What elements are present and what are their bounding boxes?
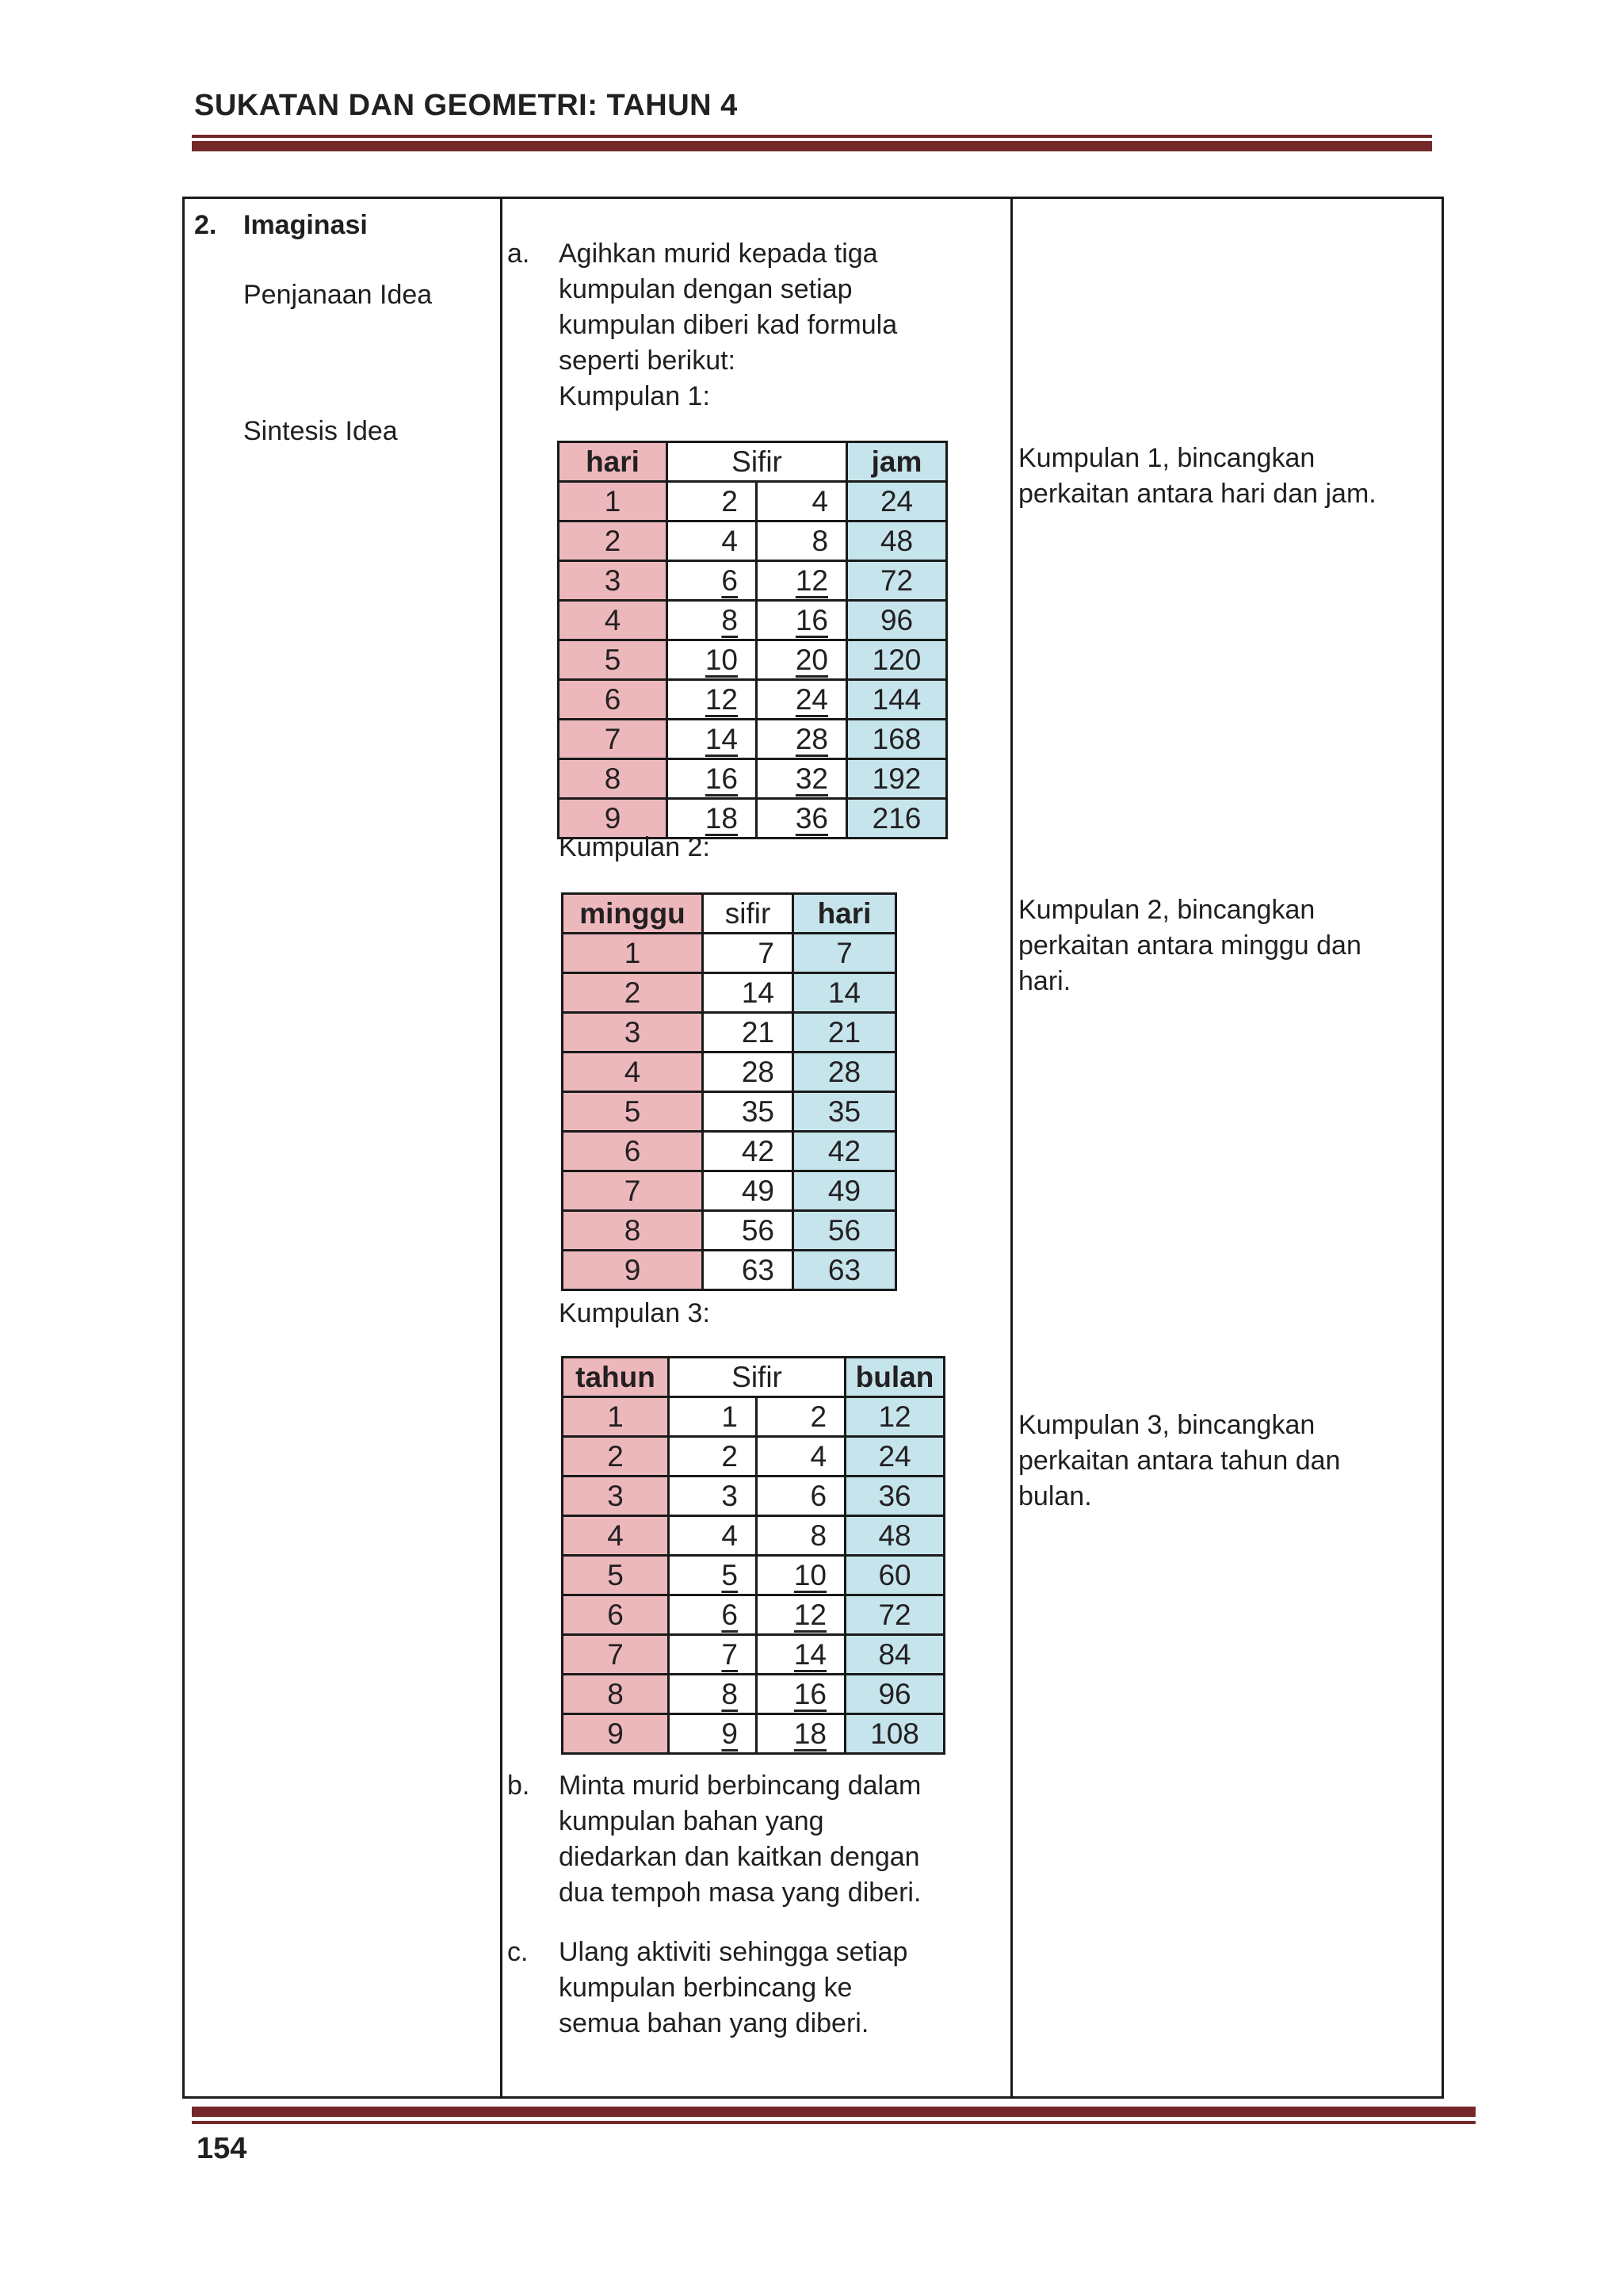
table-cell: 9: [559, 799, 667, 839]
instruction-c-text: [559, 1935, 907, 2042]
note-line: Kumpulan 2, bincangkan: [1018, 895, 1316, 925]
instruction-a-text: [559, 236, 897, 415]
table-row: [559, 601, 947, 640]
table-cell: 7: [563, 1171, 703, 1211]
table-row: [563, 1251, 896, 1290]
footer-rule-thick: [192, 2107, 1476, 2117]
table-cell: 144: [847, 680, 947, 720]
table-row: [559, 680, 947, 720]
table-cell: 216: [847, 799, 947, 839]
table-row: [563, 1477, 945, 1516]
note-line: perkaitan antara minggu dan: [1018, 930, 1361, 961]
table-header-row: [559, 442, 947, 482]
table-cell: 96: [847, 601, 947, 640]
table-cell: 12: [667, 680, 757, 720]
instruction-line: semua bahan yang diberi.: [559, 2008, 869, 2038]
table-row: [563, 1171, 896, 1211]
table-cell: 8: [563, 1675, 669, 1714]
table-cell: 18: [757, 1714, 846, 1754]
table-cell: 63: [793, 1251, 896, 1290]
instruction-line: dua tempoh masa yang diberi.: [559, 1878, 922, 1908]
table-cell: 6: [667, 561, 757, 601]
table-cell: 7: [559, 720, 667, 759]
table-cell: 1: [559, 482, 667, 521]
table-cell: 2: [667, 482, 757, 521]
table-row: [563, 1635, 945, 1675]
table-cell: 36: [846, 1477, 945, 1516]
table-cell: 7: [703, 934, 793, 973]
table-row: [563, 1714, 945, 1754]
table-cell: 3: [669, 1477, 757, 1516]
instruction-line: kumpulan diberi kad formula: [559, 310, 898, 340]
table-row: [563, 1516, 945, 1556]
note-line: perkaitan antara hari dan jam.: [1018, 479, 1377, 509]
table-cell: 4: [669, 1516, 757, 1556]
table-cell: 42: [793, 1132, 896, 1171]
table-row: [559, 640, 947, 680]
table-cell: 12: [757, 1595, 846, 1635]
table-cell: 63: [703, 1251, 793, 1290]
table-header-cell: sifir: [703, 894, 793, 934]
subitem-sintesis-idea: Sintesis Idea: [243, 416, 398, 446]
table-cell: 6: [757, 1477, 846, 1516]
table-cell: 14: [667, 720, 757, 759]
table-header-cell: hari: [793, 894, 896, 934]
page-number: 154: [197, 2132, 247, 2165]
table-cell: 4: [757, 1437, 846, 1477]
table-row: [563, 1132, 896, 1171]
table-header-row: [563, 1358, 945, 1397]
note-kumpulan-3: [1018, 1408, 1430, 1515]
table-cell: 5: [559, 640, 667, 680]
table-cell: 16: [757, 601, 847, 640]
table-cell: 72: [847, 561, 947, 601]
table-cell: 18: [667, 799, 757, 839]
table-cell: 8: [757, 521, 847, 561]
page-title: SUKATAN DAN GEOMETRI: TAHUN 4: [194, 89, 738, 122]
kumpulan-1-table: [557, 441, 948, 839]
table-cell: 32: [757, 759, 847, 799]
step-title: Imaginasi: [243, 210, 368, 240]
table-cell: 5: [563, 1092, 703, 1132]
table-cell: 5: [563, 1556, 669, 1595]
table-cell: 3: [559, 561, 667, 601]
table-header-cell: Sifir: [669, 1358, 846, 1397]
table-cell: 35: [793, 1092, 896, 1132]
table-cell: 21: [793, 1013, 896, 1052]
footer-rule-thin: [192, 2121, 1476, 2124]
table-row: [563, 1675, 945, 1714]
table-cell: 1: [563, 1397, 669, 1437]
table-header-cell: minggu: [563, 894, 703, 934]
table-cell: 49: [793, 1171, 896, 1211]
table-cell: 1: [669, 1397, 757, 1437]
header-rule-thin: [192, 135, 1432, 138]
table-cell: 21: [703, 1013, 793, 1052]
instruction-b: [507, 1768, 983, 1911]
kumpulan-3-label: Kumpulan 3:: [559, 1298, 710, 1328]
table-cell: 5: [669, 1556, 757, 1595]
table-cell: 6: [559, 680, 667, 720]
table-cell: 7: [563, 1635, 669, 1675]
table-cell: 56: [703, 1211, 793, 1251]
table-cell: 8: [669, 1675, 757, 1714]
table-cell: 10: [667, 640, 757, 680]
table-cell: 12: [846, 1397, 945, 1437]
table-header-cell: jam: [847, 442, 947, 482]
table-header-row: [563, 894, 896, 934]
note-kumpulan-2: [1018, 892, 1430, 999]
table-cell: 60: [846, 1556, 945, 1595]
table-cell: 8: [667, 601, 757, 640]
table-header-cell: tahun: [563, 1358, 669, 1397]
instruction-b-text: [559, 1768, 921, 1911]
table-cell: 4: [667, 521, 757, 561]
table-cell: 14: [793, 973, 896, 1013]
table-row: [559, 759, 947, 799]
table-cell: 36: [757, 799, 847, 839]
table-cell: 9: [563, 1714, 669, 1754]
table-cell: 2: [563, 973, 703, 1013]
table-cell: 7: [793, 934, 896, 973]
table-cell: 3: [563, 1477, 669, 1516]
header-rule-thick: [192, 141, 1432, 151]
table-cell: 2: [559, 521, 667, 561]
kumpulan-2-label: Kumpulan 2:: [559, 832, 710, 862]
instruction-line: kumpulan dengan setiap: [559, 274, 853, 304]
table-cell: 192: [847, 759, 947, 799]
table-cell: 4: [757, 482, 847, 521]
column-divider-1: [500, 199, 502, 2096]
table-cell: 6: [669, 1595, 757, 1635]
table-cell: 2: [563, 1437, 669, 1477]
table-cell: 49: [703, 1171, 793, 1211]
table-cell: 6: [563, 1132, 703, 1171]
table-cell: 72: [846, 1595, 945, 1635]
table-cell: 96: [846, 1675, 945, 1714]
table-row: [563, 1013, 896, 1052]
note-line: perkaitan antara tahun dan: [1018, 1446, 1341, 1476]
table-cell: 28: [757, 720, 847, 759]
instruction-c: [507, 1935, 983, 2042]
table-cell: 10: [757, 1556, 846, 1595]
table-cell: 12: [757, 561, 847, 601]
table-cell: 120: [847, 640, 947, 680]
table-cell: 42: [703, 1132, 793, 1171]
note-line: bulan.: [1018, 1481, 1092, 1511]
table-cell: 9: [563, 1251, 703, 1290]
table-cell: 6: [563, 1595, 669, 1635]
kumpulan-2-table: [561, 892, 897, 1291]
instruction-line: kumpulan berbincang ke: [559, 1973, 853, 2003]
table-cell: 20: [757, 640, 847, 680]
table-cell: 2: [757, 1397, 846, 1437]
table-cell: 3: [563, 1013, 703, 1052]
table-row: [559, 720, 947, 759]
table-cell: 35: [703, 1092, 793, 1132]
instruction-a-label: a.: [507, 239, 530, 269]
step-number: 2.: [194, 210, 217, 240]
instruction-line: Ulang aktiviti sehingga setiap: [559, 1937, 908, 1967]
table-cell: 108: [846, 1714, 945, 1754]
table-row: [563, 1092, 896, 1132]
table-cell: 2: [669, 1437, 757, 1477]
table-row: [559, 521, 947, 561]
table-cell: 1: [563, 934, 703, 973]
table-cell: 56: [793, 1211, 896, 1251]
table-cell: 48: [846, 1516, 945, 1556]
kumpulan-3-table: [561, 1356, 945, 1755]
table-cell: 8: [559, 759, 667, 799]
table-cell: 16: [757, 1675, 846, 1714]
instruction-b-label: b.: [507, 1771, 530, 1801]
table-row: [563, 1052, 896, 1092]
table-cell: 28: [793, 1052, 896, 1092]
note-line: Kumpulan 3, bincangkan: [1018, 1410, 1316, 1440]
table-cell: 84: [846, 1635, 945, 1675]
table-cell: 168: [847, 720, 947, 759]
note-kumpulan-1: [1018, 441, 1430, 512]
table-row: [563, 1595, 945, 1635]
instruction-line: Agihkan murid kepada tiga: [559, 239, 878, 269]
note-line: Kumpulan 1, bincangkan: [1018, 443, 1316, 473]
instruction-line: kumpulan bahan yang: [559, 1806, 824, 1836]
table-cell: 4: [559, 601, 667, 640]
table-cell: 24: [757, 680, 847, 720]
table-cell: 4: [563, 1516, 669, 1556]
table-row: [563, 1211, 896, 1251]
instruction-c-label: c.: [507, 1937, 529, 1967]
table-row: [563, 1397, 945, 1437]
table-cell: 48: [847, 521, 947, 561]
table-cell: 14: [703, 973, 793, 1013]
table-cell: 14: [757, 1635, 846, 1675]
subitem-penjanaan-idea: Penjanaan Idea: [243, 280, 433, 310]
table-row: [563, 1556, 945, 1595]
table-row: [559, 561, 947, 601]
table-row: [559, 482, 947, 521]
instruction-line: Minta murid berbincang dalam: [559, 1771, 922, 1801]
table-header-cell: Sifir: [667, 442, 847, 482]
instruction-a: [507, 236, 975, 415]
note-line: hari.: [1018, 966, 1071, 996]
table-cell: 7: [669, 1635, 757, 1675]
column-divider-2: [1010, 199, 1013, 2096]
table-header-cell: bulan: [846, 1358, 945, 1397]
table-cell: 28: [703, 1052, 793, 1092]
table-cell: 4: [563, 1052, 703, 1092]
table-cell: 24: [847, 482, 947, 521]
table-header-cell: hari: [559, 442, 667, 482]
table-cell: 9: [669, 1714, 757, 1754]
table-cell: 8: [563, 1211, 703, 1251]
table-cell: 24: [846, 1437, 945, 1477]
instruction-line: diedarkan dan kaitkan dengan: [559, 1842, 920, 1872]
table-cell: 8: [757, 1516, 846, 1556]
table-row: [563, 973, 896, 1013]
table-row: [563, 1437, 945, 1477]
instruction-line: Kumpulan 1:: [559, 381, 710, 411]
table-cell: 16: [667, 759, 757, 799]
instruction-line: seperti berikut:: [559, 346, 735, 376]
table-row: [563, 934, 896, 973]
